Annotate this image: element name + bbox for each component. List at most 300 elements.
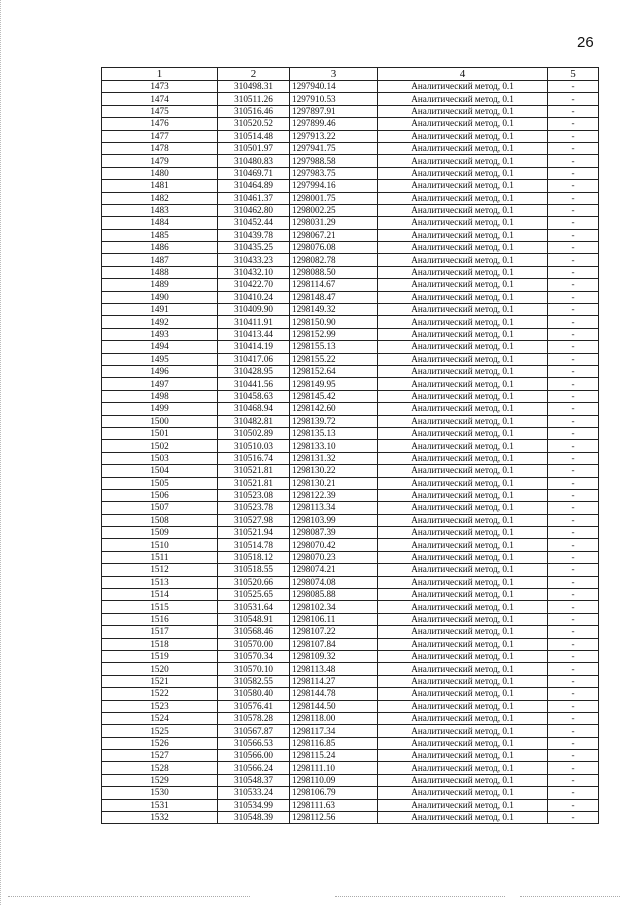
x-coordinate-cell: 310523.08 (218, 489, 290, 501)
point-number-cell: 1481 (102, 180, 218, 192)
x-coordinate-cell: 310534.99 (218, 799, 290, 811)
header-row (102, 68, 599, 81)
method-cell: Аналитический метод, 0.1 (378, 564, 548, 576)
y-coordinate-cell: 1298074.21 (290, 564, 378, 576)
scan-edge-line (0, 0, 3, 905)
x-coordinate-cell: 310502.89 (218, 427, 290, 439)
point-number-cell: 1485 (102, 229, 218, 241)
scan-artifact-line (8, 896, 138, 898)
method-cell: Аналитический метод, 0.1 (378, 81, 548, 93)
y-coordinate-cell: 1298118.00 (290, 712, 378, 724)
note-cell: - (548, 650, 599, 662)
point-number-cell: 1525 (102, 725, 218, 737)
point-number-cell: 1501 (102, 427, 218, 439)
table-row (102, 675, 599, 687)
method-cell: Аналитический метод, 0.1 (378, 105, 548, 117)
point-number-cell: 1509 (102, 527, 218, 539)
x-coordinate-cell: 310580.40 (218, 688, 290, 700)
method-cell: Аналитический метод, 0.1 (378, 799, 548, 811)
y-coordinate-cell: 1297941.75 (290, 142, 378, 154)
x-coordinate-cell: 310570.00 (218, 638, 290, 650)
y-coordinate-cell: 1297897.91 (290, 105, 378, 117)
page-number: 26 (577, 34, 594, 51)
table-row (102, 279, 599, 291)
point-number-cell: 1484 (102, 217, 218, 229)
table-row (102, 564, 599, 576)
note-cell: - (548, 291, 599, 303)
table-row (102, 130, 599, 142)
y-coordinate-cell: 1297899.46 (290, 118, 378, 130)
note-cell: - (548, 440, 599, 452)
coordinates-table (101, 67, 599, 824)
x-coordinate-cell: 310521.81 (218, 477, 290, 489)
y-coordinate-cell: 1298074.08 (290, 576, 378, 588)
table-row (102, 762, 599, 774)
method-cell: Аналитический метод, 0.1 (378, 204, 548, 216)
y-coordinate-cell: 1298139.72 (290, 415, 378, 427)
method-cell: Аналитический метод, 0.1 (378, 142, 548, 154)
point-number-cell: 1477 (102, 130, 218, 142)
method-cell: Аналитический метод, 0.1 (378, 341, 548, 353)
note-cell: - (548, 316, 599, 328)
y-coordinate-cell: 1298155.22 (290, 353, 378, 365)
note-cell: - (548, 452, 599, 464)
y-coordinate-cell: 1298130.22 (290, 465, 378, 477)
table-row (102, 452, 599, 464)
y-coordinate-cell: 1298131.32 (290, 452, 378, 464)
table-row (102, 638, 599, 650)
y-coordinate-cell: 1298087.39 (290, 527, 378, 539)
method-cell: Аналитический метод, 0.1 (378, 638, 548, 650)
point-number-cell: 1488 (102, 266, 218, 278)
method-cell: Аналитический метод, 0.1 (378, 180, 548, 192)
point-number-cell: 1510 (102, 539, 218, 551)
y-coordinate-cell: 1298085.88 (290, 589, 378, 601)
point-number-cell: 1494 (102, 341, 218, 353)
x-coordinate-cell: 310525.65 (218, 589, 290, 601)
table-row (102, 650, 599, 662)
y-coordinate-cell: 1298122.39 (290, 489, 378, 501)
method-cell: Аналитический метод, 0.1 (378, 415, 548, 427)
note-cell: - (548, 229, 599, 241)
x-coordinate-cell: 310410.24 (218, 291, 290, 303)
x-coordinate-cell: 310414.19 (218, 341, 290, 353)
method-cell: Аналитический метод, 0.1 (378, 514, 548, 526)
table-row (102, 539, 599, 551)
y-coordinate-cell: 1298150.90 (290, 316, 378, 328)
method-cell: Аналитический метод, 0.1 (378, 787, 548, 799)
x-coordinate-cell: 310523.78 (218, 502, 290, 514)
table-row (102, 204, 599, 216)
point-number-cell: 1514 (102, 589, 218, 601)
y-coordinate-cell: 1298149.95 (290, 378, 378, 390)
point-number-cell: 1516 (102, 613, 218, 625)
note-cell: - (548, 390, 599, 402)
table-row (102, 576, 599, 588)
method-cell: Аналитический метод, 0.1 (378, 93, 548, 105)
table-row (102, 712, 599, 724)
x-coordinate-cell: 310411.91 (218, 316, 290, 328)
note-cell: - (548, 254, 599, 266)
y-coordinate-cell: 1298111.63 (290, 799, 378, 811)
note-cell: - (548, 142, 599, 154)
method-cell: Аналитический метод, 0.1 (378, 167, 548, 179)
y-coordinate-cell: 1298116.85 (290, 737, 378, 749)
table-row (102, 737, 599, 749)
table-row (102, 427, 599, 439)
note-cell: - (548, 130, 599, 142)
x-coordinate-cell: 310566.00 (218, 750, 290, 762)
note-cell: - (548, 700, 599, 712)
point-number-cell: 1530 (102, 787, 218, 799)
table-row (102, 229, 599, 241)
y-coordinate-cell: 1298152.99 (290, 328, 378, 340)
y-coordinate-cell: 1298067.21 (290, 229, 378, 241)
x-coordinate-cell: 310531.64 (218, 601, 290, 613)
point-number-cell: 1497 (102, 378, 218, 390)
point-number-cell: 1515 (102, 601, 218, 613)
y-coordinate-cell: 1298111.10 (290, 762, 378, 774)
note-cell: - (548, 415, 599, 427)
method-cell: Аналитический метод, 0.1 (378, 279, 548, 291)
point-number-cell: 1490 (102, 291, 218, 303)
note-cell: - (548, 328, 599, 340)
x-coordinate-cell: 310409.90 (218, 304, 290, 316)
point-number-cell: 1523 (102, 700, 218, 712)
point-number-cell: 1480 (102, 167, 218, 179)
method-cell: Аналитический метод, 0.1 (378, 316, 548, 328)
x-coordinate-cell: 310566.24 (218, 762, 290, 774)
table-row (102, 328, 599, 340)
method-cell: Аналитический метод, 0.1 (378, 328, 548, 340)
method-cell: Аналитический метод, 0.1 (378, 242, 548, 254)
x-coordinate-cell: 310548.91 (218, 613, 290, 625)
table-row (102, 725, 599, 737)
method-cell: Аналитический метод, 0.1 (378, 774, 548, 786)
method-cell: Аналитический метод, 0.1 (378, 427, 548, 439)
point-number-cell: 1478 (102, 142, 218, 154)
y-coordinate-cell: 1298082.78 (290, 254, 378, 266)
note-cell: - (548, 737, 599, 749)
y-coordinate-cell: 1298107.84 (290, 638, 378, 650)
x-coordinate-cell: 310439.78 (218, 229, 290, 241)
header-col-2: 2 (218, 68, 290, 81)
point-number-cell: 1513 (102, 576, 218, 588)
x-coordinate-cell: 310510.03 (218, 440, 290, 452)
method-cell: Аналитический метод, 0.1 (378, 750, 548, 762)
x-coordinate-cell: 310480.83 (218, 155, 290, 167)
point-number-cell: 1487 (102, 254, 218, 266)
method-cell: Аналитический метод, 0.1 (378, 477, 548, 489)
method-cell: Аналитический метод, 0.1 (378, 291, 548, 303)
x-coordinate-cell: 310433.23 (218, 254, 290, 266)
method-cell: Аналитический метод, 0.1 (378, 725, 548, 737)
point-number-cell: 1483 (102, 204, 218, 216)
point-number-cell: 1504 (102, 465, 218, 477)
method-cell: Аналитический метод, 0.1 (378, 712, 548, 724)
x-coordinate-cell: 310435.25 (218, 242, 290, 254)
table-row (102, 799, 599, 811)
note-cell: - (548, 688, 599, 700)
note-cell: - (548, 204, 599, 216)
point-number-cell: 1474 (102, 93, 218, 105)
table-row (102, 477, 599, 489)
point-number-cell: 1475 (102, 105, 218, 117)
y-coordinate-cell: 1298115.24 (290, 750, 378, 762)
table-row (102, 700, 599, 712)
x-coordinate-cell: 310548.39 (218, 812, 290, 824)
note-cell: - (548, 774, 599, 786)
method-cell: Аналитический метод, 0.1 (378, 353, 548, 365)
y-coordinate-cell: 1298133.10 (290, 440, 378, 452)
x-coordinate-cell: 310432.10 (218, 266, 290, 278)
note-cell: - (548, 81, 599, 93)
note-cell: - (548, 564, 599, 576)
note-cell: - (548, 613, 599, 625)
y-coordinate-cell: 1298109.32 (290, 650, 378, 662)
note-cell: - (548, 539, 599, 551)
y-coordinate-cell: 1298114.67 (290, 279, 378, 291)
point-number-cell: 1520 (102, 663, 218, 675)
y-coordinate-cell: 1298117.34 (290, 725, 378, 737)
method-cell: Аналитический метод, 0.1 (378, 539, 548, 551)
x-coordinate-cell: 310516.46 (218, 105, 290, 117)
method-cell: Аналитический метод, 0.1 (378, 465, 548, 477)
x-coordinate-cell: 310469.71 (218, 167, 290, 179)
x-coordinate-cell: 310521.94 (218, 527, 290, 539)
table-header (102, 68, 599, 81)
y-coordinate-cell: 1298142.60 (290, 403, 378, 415)
note-cell: - (548, 663, 599, 675)
method-cell: Аналитический метод, 0.1 (378, 650, 548, 662)
y-coordinate-cell: 1298103.99 (290, 514, 378, 526)
note-cell: - (548, 465, 599, 477)
note-cell: - (548, 192, 599, 204)
point-number-cell: 1505 (102, 477, 218, 489)
table-row (102, 93, 599, 105)
note-cell: - (548, 601, 599, 613)
point-number-cell: 1507 (102, 502, 218, 514)
point-number-cell: 1531 (102, 799, 218, 811)
x-coordinate-cell: 310458.63 (218, 390, 290, 402)
note-cell: - (548, 365, 599, 377)
table-row (102, 341, 599, 353)
y-coordinate-cell: 1298144.78 (290, 688, 378, 700)
point-number-cell: 1492 (102, 316, 218, 328)
method-cell: Аналитический метод, 0.1 (378, 688, 548, 700)
note-cell: - (548, 304, 599, 316)
table-row (102, 440, 599, 452)
x-coordinate-cell: 310417.06 (218, 353, 290, 365)
scan-artifact-line (520, 896, 620, 898)
note-cell: - (548, 626, 599, 638)
x-coordinate-cell: 310514.48 (218, 130, 290, 142)
note-cell: - (548, 477, 599, 489)
x-coordinate-cell: 310518.12 (218, 551, 290, 563)
y-coordinate-cell: 1298002.25 (290, 204, 378, 216)
table-row (102, 774, 599, 786)
method-cell: Аналитический метод, 0.1 (378, 378, 548, 390)
point-number-cell: 1491 (102, 304, 218, 316)
table-row (102, 589, 599, 601)
x-coordinate-cell: 310570.10 (218, 663, 290, 675)
method-cell: Аналитический метод, 0.1 (378, 118, 548, 130)
y-coordinate-cell: 1298031.29 (290, 217, 378, 229)
point-number-cell: 1512 (102, 564, 218, 576)
y-coordinate-cell: 1298112.56 (290, 812, 378, 824)
method-cell: Аналитический метод, 0.1 (378, 502, 548, 514)
table-row (102, 750, 599, 762)
table-row (102, 217, 599, 229)
y-coordinate-cell: 1298149.32 (290, 304, 378, 316)
point-number-cell: 1503 (102, 452, 218, 464)
method-cell: Аналитический метод, 0.1 (378, 576, 548, 588)
point-number-cell: 1499 (102, 403, 218, 415)
table-row (102, 365, 599, 377)
table-row (102, 626, 599, 638)
y-coordinate-cell: 1298148.47 (290, 291, 378, 303)
table-row (102, 601, 599, 613)
table-row (102, 489, 599, 501)
point-number-cell: 1521 (102, 675, 218, 687)
note-cell: - (548, 155, 599, 167)
table-row (102, 465, 599, 477)
x-coordinate-cell: 310521.81 (218, 465, 290, 477)
method-cell: Аналитический метод, 0.1 (378, 613, 548, 625)
x-coordinate-cell: 310452.44 (218, 217, 290, 229)
x-coordinate-cell: 310511.26 (218, 93, 290, 105)
note-cell: - (548, 502, 599, 514)
note-cell: - (548, 242, 599, 254)
note-cell: - (548, 279, 599, 291)
point-number-cell: 1486 (102, 242, 218, 254)
header-col-3: 3 (290, 68, 378, 81)
x-coordinate-cell: 310462.80 (218, 204, 290, 216)
note-cell: - (548, 403, 599, 415)
table-row (102, 390, 599, 402)
method-cell: Аналитический метод, 0.1 (378, 737, 548, 749)
table-row (102, 403, 599, 415)
y-coordinate-cell: 1297994.16 (290, 180, 378, 192)
x-coordinate-cell: 310520.66 (218, 576, 290, 588)
x-coordinate-cell: 310518.55 (218, 564, 290, 576)
table-body (102, 81, 599, 824)
y-coordinate-cell: 1298107.22 (290, 626, 378, 638)
y-coordinate-cell: 1298152.64 (290, 365, 378, 377)
point-number-cell: 1508 (102, 514, 218, 526)
note-cell: - (548, 799, 599, 811)
y-coordinate-cell: 1298070.23 (290, 551, 378, 563)
y-coordinate-cell: 1298102.34 (290, 601, 378, 613)
note-cell: - (548, 118, 599, 130)
note-cell: - (548, 93, 599, 105)
table-row (102, 192, 599, 204)
note-cell: - (548, 105, 599, 117)
point-number-cell: 1518 (102, 638, 218, 650)
x-coordinate-cell: 310461.37 (218, 192, 290, 204)
x-coordinate-cell: 310468.94 (218, 403, 290, 415)
x-coordinate-cell: 310498.31 (218, 81, 290, 93)
point-number-cell: 1496 (102, 365, 218, 377)
x-coordinate-cell: 310501.97 (218, 142, 290, 154)
table-row (102, 180, 599, 192)
table-row (102, 415, 599, 427)
header-col-5: 5 (548, 68, 599, 81)
method-cell: Аналитический метод, 0.1 (378, 663, 548, 675)
method-cell: Аналитический метод, 0.1 (378, 254, 548, 266)
table-row (102, 663, 599, 675)
note-cell: - (548, 167, 599, 179)
header-col-4: 4 (378, 68, 548, 81)
x-coordinate-cell: 310567.87 (218, 725, 290, 737)
table-row (102, 551, 599, 563)
method-cell: Аналитический метод, 0.1 (378, 229, 548, 241)
y-coordinate-cell: 1297988.58 (290, 155, 378, 167)
x-coordinate-cell: 310413.44 (218, 328, 290, 340)
y-coordinate-cell: 1298113.34 (290, 502, 378, 514)
note-cell: - (548, 675, 599, 687)
header-col-1: 1 (102, 68, 218, 81)
method-cell: Аналитический метод, 0.1 (378, 527, 548, 539)
method-cell: Аналитический метод, 0.1 (378, 489, 548, 501)
point-number-cell: 1482 (102, 192, 218, 204)
x-coordinate-cell: 310482.81 (218, 415, 290, 427)
table-row (102, 688, 599, 700)
point-number-cell: 1519 (102, 650, 218, 662)
x-coordinate-cell: 310533.24 (218, 787, 290, 799)
x-coordinate-cell: 310514.78 (218, 539, 290, 551)
table-row (102, 502, 599, 514)
note-cell: - (548, 427, 599, 439)
y-coordinate-cell: 1298076.08 (290, 242, 378, 254)
note-cell: - (548, 180, 599, 192)
point-number-cell: 1506 (102, 489, 218, 501)
x-coordinate-cell: 310520.52 (218, 118, 290, 130)
point-number-cell: 1527 (102, 750, 218, 762)
point-number-cell: 1479 (102, 155, 218, 167)
table-row (102, 613, 599, 625)
point-number-cell: 1473 (102, 81, 218, 93)
y-coordinate-cell: 1298106.79 (290, 787, 378, 799)
note-cell: - (548, 762, 599, 774)
y-coordinate-cell: 1297910.53 (290, 93, 378, 105)
y-coordinate-cell: 1298088.50 (290, 266, 378, 278)
y-coordinate-cell: 1298106.11 (290, 613, 378, 625)
x-coordinate-cell: 310570.34 (218, 650, 290, 662)
table-row (102, 266, 599, 278)
table-row (102, 242, 599, 254)
x-coordinate-cell: 310582.55 (218, 675, 290, 687)
table-row (102, 167, 599, 179)
point-number-cell: 1528 (102, 762, 218, 774)
table-row (102, 142, 599, 154)
method-cell: Аналитический метод, 0.1 (378, 403, 548, 415)
method-cell: Аналитический метод, 0.1 (378, 675, 548, 687)
x-coordinate-cell: 310464.89 (218, 180, 290, 192)
table-row (102, 81, 599, 93)
note-cell: - (548, 750, 599, 762)
note-cell: - (548, 812, 599, 824)
table-row (102, 514, 599, 526)
method-cell: Аналитический метод, 0.1 (378, 266, 548, 278)
point-number-cell: 1495 (102, 353, 218, 365)
table-row (102, 812, 599, 824)
point-number-cell: 1524 (102, 712, 218, 724)
table-row (102, 105, 599, 117)
method-cell: Аналитический метод, 0.1 (378, 551, 548, 563)
x-coordinate-cell: 310428.95 (218, 365, 290, 377)
y-coordinate-cell: 1298145.42 (290, 390, 378, 402)
